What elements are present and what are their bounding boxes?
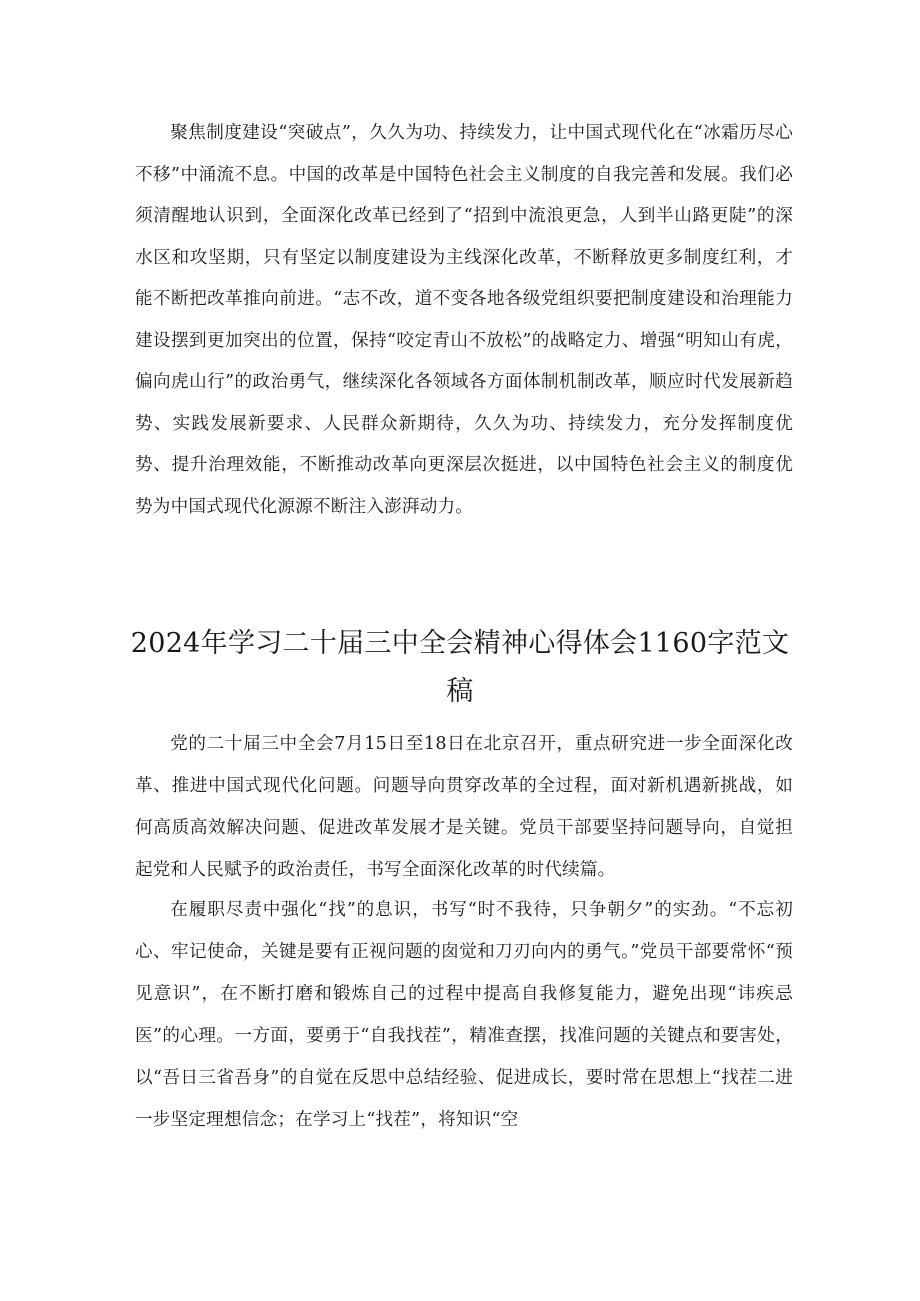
body-paragraph-1: 聚焦制度建设“突破点”，久久为功、持续发力，让中国式现代化在“冰霜历尽心不移”中涌流不息。中国的改革是中国特色社会主义制度的自我完善和发展。我们必须清醒地认识到，全面深化改革已经到了“招到中流浪更急，人到半山路更陡”的深水区和攻坚期，只有坚定以制度建设为主线深化改革，不断释放更多制度红利，才能不断把改革推向前进。“志不改，道不变各地各级党组织要把制度建设和治理能力建设摆到更加突出的位置，保持“咬定青山不放松”的战略定力、增强“明知山有虎，偏向虎山行”的政治勇气，继续深化各领域各方面体制机制改革，顺应时代发展新趋势、实践发展新要求、人民群众新期待，久久为功、持续发力，充分发挥制度优势、提升治理效能，不断推动改革向更深层次挺进，以中国特色社会主义的制度优势为中国式现代化源源不断注入澎湃动力。 — [135, 123, 793, 517]
body-paragraph-3: 在履职尽责中强化“找”的息识，书写“时不我待，只争朝夕”的实劲。“不忘初心、牢记使命，关键是要有正视问题的囱觉和刀刃向内的勇气。”党员干部要常怀“预见意识”，在不断打磨和锻炼自己的过程中提高自我修复能力，避免出现“讳疾忌医”的心理。一方面，要勇于“自我找茬”，精准查摆，找准问题的关键点和要害处，以“吾日三省吾身”的自觉在反思中总结经验、促进成长，要时常在思想上“找茬二进一步坚定理想信念；在学习上“找茬”，将知识“空 — [135, 900, 793, 1130]
body-paragraph-2: 党的二十届三中全会7月15日至18日在北京召开，重点研究进一步全面深化改革、推进中国式现代化问题。问题导向贯穿改革的全过程，面对新机遇新挑战，如何高质高效解决问题、促进改革发展才是关键。党员干部要坚持问题导向，自觉担起党和人民赋予的政治责任，书写全面深化改革的时代续篇。 — [135, 734, 793, 880]
article-title: 2024年学习二十届三中全会精神心得体会1160字范文稿 — [130, 628, 790, 707]
